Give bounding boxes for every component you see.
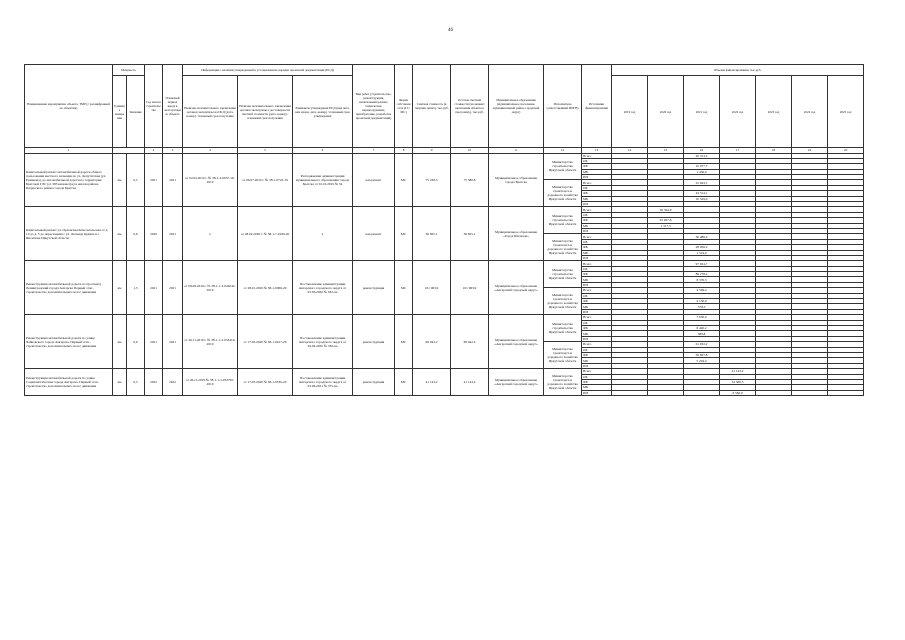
source-cell: ОБ (582, 266, 612, 271)
column-number: 19 (792, 148, 828, 154)
page-number: 46 (448, 28, 453, 33)
funding-cell: 378,3 (684, 304, 720, 309)
funding-cell: 10 529,0 (684, 196, 720, 201)
funding-cell (828, 390, 864, 395)
source-cell: ФБ (582, 352, 612, 357)
cost-review-cell: от 28.02.2020 г. № 38-1-7-0199-20 (238, 207, 293, 261)
cost-review-cell: от 06.07.2019 г. № 38-1-0722-19 (238, 153, 293, 207)
column-number: 18 (756, 148, 792, 154)
funding-cell: 1 317,3 (648, 223, 684, 228)
funding-cell (612, 390, 648, 395)
remainder-cell: 36 825,1 (451, 207, 489, 261)
funding-cell: 1 436,0 (684, 169, 720, 174)
object-name: Капитальный ремонт ул. Орловская Комсомольская от д. 10 до д. 5 до пересечения с ул. Леонида Кудина в г. Шелехове Иркутской области (25, 207, 113, 261)
cost-review-cell: от 17.03.2020 № 38-1-0330-20 (238, 369, 293, 396)
header-year: 2019 год (612, 76, 648, 148)
funding-cell: 5 204,4 (684, 358, 720, 363)
estimate-cell: 75 238,3 (413, 153, 451, 207)
estimate-cell: 69 042,2 (413, 315, 451, 369)
header-source: Источники финансирования (582, 65, 612, 148)
funding-cell: 41 143,2 (720, 369, 756, 374)
funding-cell: 34 560,3 (720, 379, 756, 384)
source-cell: ФБ (582, 191, 612, 196)
expertise-cell: от 26.11.2019 № 38-1-1-3-033765-2019 (183, 369, 238, 396)
funding-cell: 26 344,9 (648, 207, 684, 212)
column-number: 2 (145, 148, 163, 154)
cost-review-cell: от 17.02.2020 № 38-1-0227-20 (238, 315, 293, 369)
source-cell: ФБ (582, 299, 612, 304)
funding-cell (648, 390, 684, 395)
executor-cell: Министерство транспорта и дорожного хозяйства Иркутской области (544, 342, 582, 369)
executor-cell: Министерство строительства Иркутской области (544, 315, 582, 342)
column-number: 12 (544, 148, 582, 154)
source-cell: ОБ (582, 347, 612, 352)
source-cell: ИИ (582, 228, 612, 233)
object-name: Реконструкция автомобильной дороги по проспекту Ленинградский города Ангарска Первый этап - строительство дополнительных полос движения (25, 261, 113, 315)
remainder-cell: 41 143,2 (451, 369, 489, 396)
column-number: 1 (25, 148, 113, 154)
estimate-cell: 36 825,1 (413, 207, 451, 261)
unit-cell: км (113, 315, 127, 369)
header-year: 2024 год (792, 76, 828, 148)
header-year: 2020 год (648, 76, 684, 148)
executor-cell: Министерство строительства Иркутской области (544, 207, 582, 234)
column-number: 3 (163, 148, 183, 154)
approval-cell: Распоряжение администрации муниципального образования города Братска от 01.10.2019 № 54 (293, 153, 353, 207)
header-executor: Исполнитель (ответственный ИОГВ) (544, 65, 582, 148)
source-cell: ИИ (582, 309, 612, 314)
column-number: 11 (489, 148, 544, 154)
source-cell: МБ (582, 223, 612, 228)
funding-cell: 4 130,9 (684, 299, 720, 304)
approval-cell: х (293, 207, 353, 261)
source-cell: Всего (582, 207, 612, 212)
header-power-unit: Единица измерения (113, 76, 127, 148)
ownership-cell: МС (395, 153, 413, 207)
end-year-cell: 2022 (163, 369, 183, 396)
header-year: 2021 год (684, 76, 720, 148)
power-value-cell: 0,6 (127, 315, 145, 369)
funding-cell (756, 390, 792, 395)
executor-cell: Министерство транспорта и дорожного хозяйства Иркутской области (544, 180, 582, 207)
source-cell: Всего (582, 261, 612, 266)
header-remainder: Остаток сметной стоимости (на момент включения объекта в программу), тыс.руб. (451, 65, 489, 148)
source-cell: Всего (582, 153, 612, 158)
header-ownership: Форма собственности (ГС/ МС) (395, 65, 413, 148)
column-number: 20 (828, 148, 864, 154)
cost-review-cell: от 28.01.2020 № 38-1-0066-20 (238, 261, 293, 315)
ownership-cell: МС (395, 207, 413, 261)
source-cell: Всего (582, 342, 612, 347)
expertise-cell: от 02.04.2019 г. № 38-1-3-0057-19-2019 (183, 153, 238, 207)
source-cell: МБ (582, 358, 612, 363)
funding-cell: 589,8 (684, 331, 720, 336)
end-year-cell: 2021 (163, 207, 183, 261)
source-cell: ИИ (582, 390, 612, 395)
header-power-value: Значение (127, 76, 145, 148)
source-cell: ИИ (582, 363, 612, 368)
municipality-cell: Муниципальное образование «Ангарский городской округ» (489, 261, 544, 315)
source-cell: ИИ (582, 336, 612, 341)
column-number: 4 (183, 148, 238, 154)
funding-cell: 4 509,2 (684, 288, 720, 293)
header-end-year: Плановый период ввода в эксплуатацию объекта (163, 65, 183, 148)
header-work-type: Вид работ (строительство, реконструкция, капитальный ремонт, техническое перевооружение, приобретение, разработка проектной документации) (353, 65, 395, 148)
column-number: 5 (238, 148, 293, 154)
column-number: 17 (720, 148, 756, 154)
executor-cell: Министерство транспорта и дорожного хозяйства Иркутской области (544, 369, 582, 396)
header-year: 2022 год (720, 76, 756, 148)
header-funding: Объемы финансирования, тыс.руб. (612, 65, 864, 76)
funding-cell: 61 032,2 (684, 342, 720, 347)
end-year-cell: 2021 (163, 315, 183, 369)
source-cell: ОБ (582, 293, 612, 298)
funding-cell: 25 027,6 (648, 218, 684, 223)
source-cell: ОБ (582, 374, 612, 379)
column-number: 13 (582, 148, 612, 154)
source-cell: ФБ (582, 379, 612, 384)
municipality-cell: Муниципальное образование «Город Шелехов» (489, 207, 544, 261)
header-psd-cost: Наличие положительного заключения органов экспертизы о достоверности сметной стоимости (дата, номер) / плановый срок получения (238, 76, 293, 148)
remainder-cell: 75 586,8 (451, 153, 489, 207)
column-number: 8 (395, 148, 413, 154)
source-cell: Всего (582, 369, 612, 374)
end-year-cell: 2021 (163, 261, 183, 315)
funding-cell: 8 376,3 (684, 277, 720, 282)
source-cell: МБ (582, 331, 612, 336)
municipality-cell: Муниципальное образование города Братска (489, 153, 544, 207)
source-cell: ИИ (582, 255, 612, 260)
funding-cell: 56 827,8 (684, 352, 720, 357)
source-cell: ФБ (582, 272, 612, 277)
municipality-cell: Муниципальное образование «Ангарский городской округ» (489, 315, 544, 369)
header-psd-approval: Реквизиты утверждения ПСД (вид акта, кем издан, дата, номер) / плановый срок утверждения (293, 76, 353, 148)
funding-cell: 30 480,2 (684, 234, 720, 239)
source-cell: МБ (582, 196, 612, 201)
source-cell: ИИ (582, 175, 612, 180)
approval-cell: Постановление администрации Ангарского городского округа от 05.03.2020 № 182-па (293, 261, 353, 315)
power-value-cell: 0,5 (127, 153, 145, 207)
work-type-cell: кап.ремонт (353, 207, 395, 261)
source-cell: МБ (582, 169, 612, 174)
source-cell: ФБ (582, 245, 612, 250)
funding-cell (792, 390, 828, 395)
source-cell: ОБ (582, 212, 612, 217)
remainder-cell: 69 042,2 (451, 315, 489, 369)
column-number: 15 (648, 148, 684, 154)
header-power: Мощность (113, 65, 145, 76)
unit-cell: км (113, 207, 127, 261)
header-name: Наименование мероприятия, объекта, ТМР (с расшифровкой по объектам) (25, 65, 113, 148)
source-cell: Всего (582, 234, 612, 239)
funding-cell (684, 390, 720, 395)
power-value-cell: 0,6 (127, 207, 145, 261)
approval-cell: Постановление администрации Ангарского городского округа от 03.06.2021 № 375-па (293, 369, 353, 396)
remainder-cell: 101 963,9 (451, 261, 489, 315)
source-cell: ФБ (582, 326, 612, 331)
source-cell: Всего (582, 315, 612, 320)
estimate-cell: 41 143,2 (413, 369, 451, 396)
expertise-cell: от 26.11.2019 г. № 38-1-1-3-033416-2019 (183, 315, 238, 369)
unit-cell: км (113, 369, 127, 396)
unit-cell: км (113, 153, 127, 207)
work-type-cell: реконструкция (353, 369, 395, 396)
funding-cell: 89 278,4 (684, 272, 720, 277)
executor-cell: Министерство строительства Иркутской области (544, 153, 582, 180)
funding-cell: 1 524,0 (684, 250, 720, 255)
executor-cell: Министерство транспорта и дорожного хозяйства Иркутской области (544, 234, 582, 261)
estimate-cell: 101 963,9 (413, 261, 451, 315)
source-cell: ОБ (582, 320, 612, 325)
ownership-cell: МС (395, 261, 413, 315)
start-year-cell: 2022 (145, 369, 163, 396)
executor-cell: Министерство строительства Иркутской области (544, 261, 582, 288)
funding-cell: 28 956,2 (684, 245, 720, 250)
power-value-cell: 0,5 (127, 369, 145, 396)
source-cell: Всего (582, 180, 612, 185)
source-cell: ОБ (582, 158, 612, 163)
start-year-cell: 2021 (145, 315, 163, 369)
source-cell: МБ (582, 304, 612, 309)
column-number: 7 (353, 148, 395, 154)
header-psd-expertise: Наличие положительного заключения органов экспертизы на ПСД (дата, номер) / плановый срок получения (183, 76, 238, 148)
column-number: 9 (413, 148, 451, 154)
source-cell: ИИ (582, 282, 612, 287)
source-cell: ОБ (582, 239, 612, 244)
column-number: 6 (293, 148, 353, 154)
header-year: 2023 год (756, 76, 792, 148)
executor-cell: Министерство транспорта и дорожного хозяйства Иркутской области (544, 288, 582, 315)
start-year-cell: 2021 (145, 261, 163, 315)
ownership-cell: МС (395, 369, 413, 396)
funding-cell: 6 440,2 (684, 326, 720, 331)
header-year: 2025 год (828, 76, 864, 148)
funding-cell: 10 077,7 (684, 164, 720, 169)
column-number: 10 (451, 148, 489, 154)
expertise-cell: от 09.09.2019 г. № 38-1-1-3-024042-2019 (183, 261, 238, 315)
funding-cell: 97 654,7 (684, 261, 720, 266)
funding-table (24, 64, 864, 396)
expertise-cell: х (183, 207, 238, 261)
funding-cell: 6 582,9 (720, 390, 756, 395)
source-cell: ОБ (582, 185, 612, 190)
source-cell: Всего (582, 288, 612, 293)
column-number: 16 (684, 148, 720, 154)
header-estimate: Сметная стоимость (в текущих ценах), тыс.руб. (413, 65, 451, 148)
work-type-cell: кап.ремонт (353, 153, 395, 207)
object-name: Капитальный ремонт автомобильной дороги общего пользования местного значения по ул. Депутатская (ул. Ермакова), до автомобильной дороги по территории Братской ГЭС (от 283 километра) в жилом районе Падунского района города Братска (25, 153, 113, 207)
start-year-cell: 2020 (145, 207, 163, 261)
funding-cell: 7 050,0 (684, 315, 720, 320)
header-municipality: Муниципальное образование (муниципальное поселение, муниципальный район, городской округ) (489, 65, 544, 148)
work-type-cell: реконструкция (353, 261, 395, 315)
source-cell: МБ (582, 277, 612, 282)
source-cell: ФБ (582, 218, 612, 223)
header-start-year: Год начала строительства (145, 65, 163, 148)
column-number: 14 (612, 148, 648, 154)
source-cell: МБ (582, 250, 612, 255)
approval-cell: Постановление администрации Ангарского городского округа от 29.04.2020 № 336-па (293, 315, 353, 369)
header-psd-group: Информация о наличии утвержденной в установленном порядке проектной документации (ПСД) (183, 65, 353, 76)
power-value-cell: 1,5 (127, 261, 145, 315)
unit-cell: км (113, 261, 127, 315)
table-row (25, 369, 864, 374)
object-name: Реконструкция автомобильной дороги по улице Чайковского города Ангарска. Первый этап - строительство дополнительных полос движения (25, 315, 113, 369)
work-type-cell: реконструкция (353, 315, 395, 369)
source-cell: МБ (582, 385, 612, 390)
object-name: Реконструкция автомобильной дороги по улице Социалистическая города Ангарска. Первый этап - строительство дополнительных полос движения (25, 369, 113, 396)
funding-cell: 25 043,1 (684, 180, 720, 185)
municipality-cell: Муниципальное образование «Ангарский городской округ» (489, 369, 544, 396)
ownership-cell: МС (395, 315, 413, 369)
source-cell: ИИ (582, 202, 612, 207)
source-cell: ФБ (582, 164, 612, 169)
start-year-cell: 2021 (145, 153, 163, 207)
funding-cell: 20 313,2 (684, 153, 720, 158)
end-year-cell: 2021 (163, 153, 183, 207)
funding-cell: 44 514,1 (684, 191, 720, 196)
